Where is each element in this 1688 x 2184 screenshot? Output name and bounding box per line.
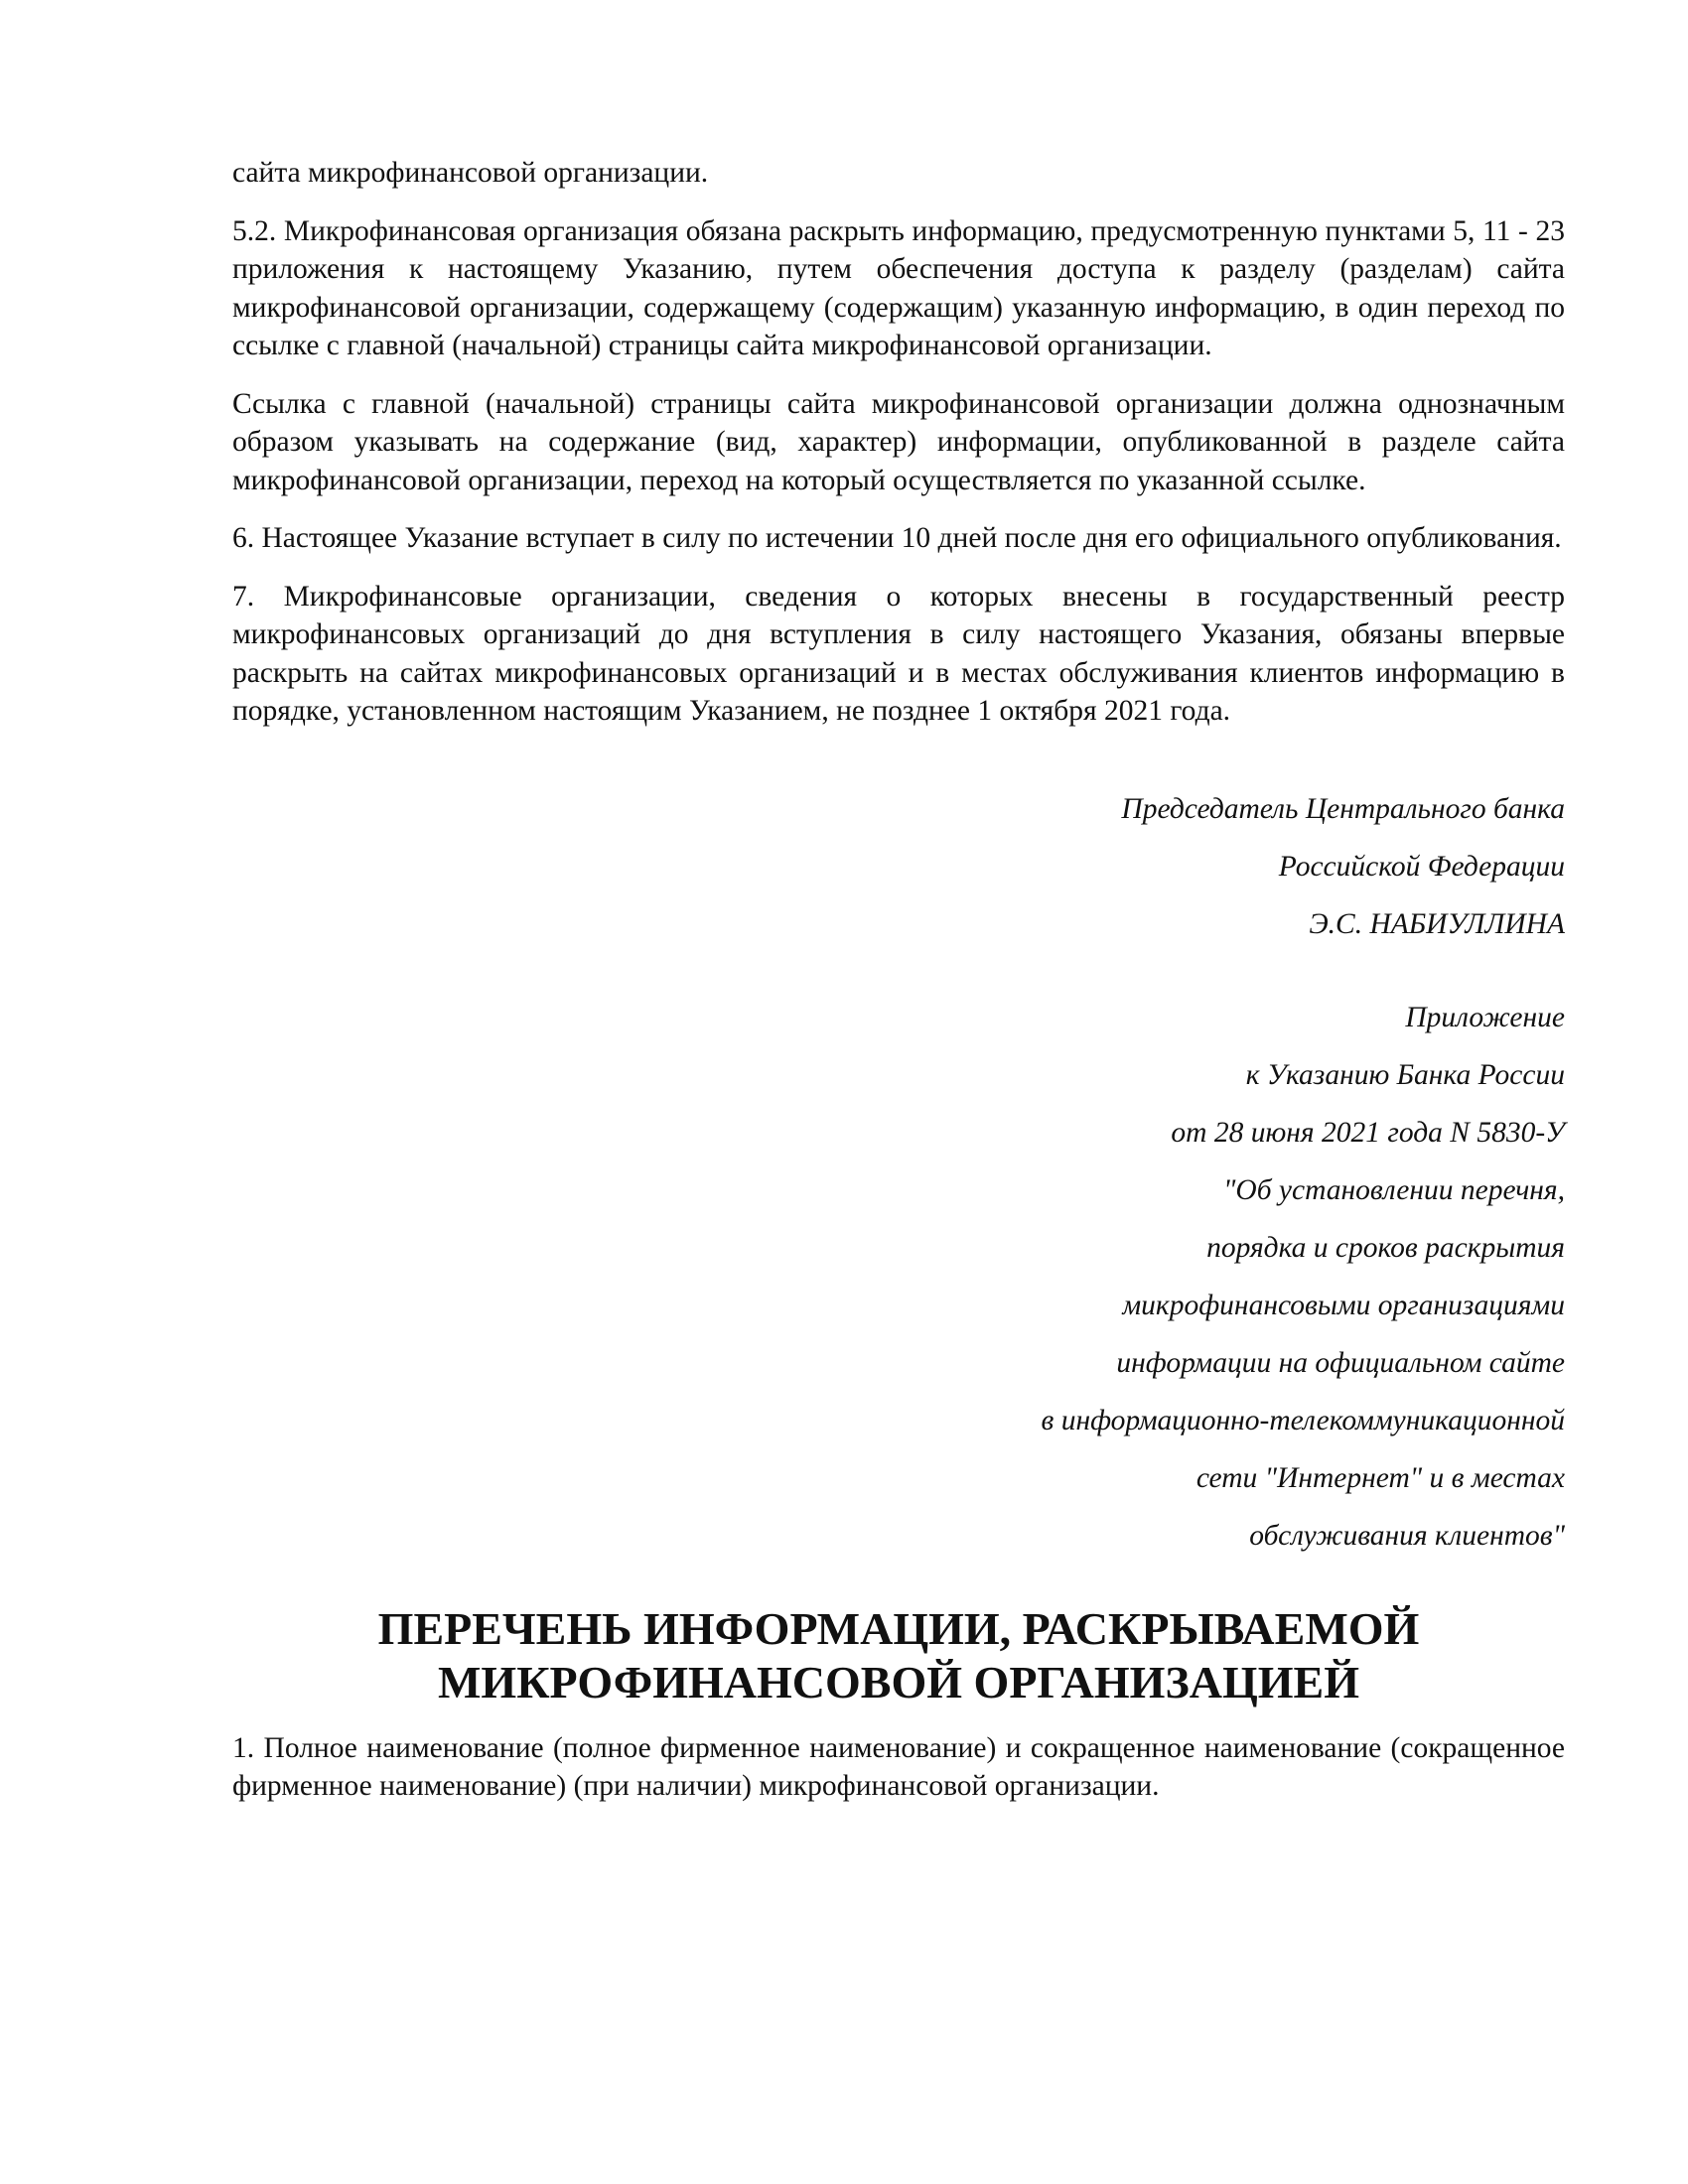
- annex-line: сети "Интернет" и в местах: [1196, 1461, 1565, 1494]
- annex-line: Приложение: [1405, 1001, 1565, 1033]
- annex-line: "Об установлении перечня,: [1223, 1173, 1565, 1206]
- signature-block: [232, 790, 1565, 943]
- document-title-line-2: МИКРОФИНАНСОВОЙ ОРГАНИЗАЦИЕЙ: [438, 1656, 1359, 1707]
- list-item-1: 1. Полное наименование (полное фирменное наименование) и сокращенное наименование (сокращенное фирменное наименование) (при наличии) микрофинансовой организации.: [232, 1731, 1565, 1802]
- annex-header: [232, 999, 1565, 1555]
- paragraph-6: 6. Настоящее Указание вступает в силу по истечении 10 дней после дня его официального опубликования.: [232, 522, 1562, 554]
- document-title-line-1: ПЕРЕЧЕНЬ ИНФОРМАЦИИ, РАСКРЫВАЕМОЙ: [377, 1602, 1420, 1654]
- annex-line: микрофинансовыми организациями: [1122, 1289, 1565, 1321]
- document-title: [232, 1602, 1565, 1709]
- paragraph-7: 7. Микрофинансовые организации, сведения о которых внесены в государственный реестр микрофинансовых организаций до дня вступления в силу настоящего Указания, обязаны впервые раскрыть на сайтах микрофинансовых организаций и в местах обслуживания клиентов информацию в порядке, установленном настоящим Указанием, не позднее 1 октября 2021 года.: [232, 580, 1565, 727]
- annex-line: в информационно-телекоммуникационной: [1041, 1404, 1565, 1436]
- signature-position: Председатель Центрального банка: [1121, 792, 1565, 825]
- annex-line: обслуживания клиентов": [1249, 1519, 1565, 1552]
- annex-line: порядка и сроков раскрытия: [1206, 1231, 1565, 1264]
- document-page: [232, 154, 1565, 1806]
- paragraph-link-requirement: Ссылка с главной (начальной) страницы сайта микрофинансовой организации должна однозначным образом указывать на содержание (вид, характер) информации, опубликованной в разделе сайта микрофинансовой организации, переход на который осуществляется по указанной ссылке.: [232, 387, 1565, 496]
- annex-line: к Указанию Банка России: [1245, 1058, 1565, 1091]
- signature-organization: Российской Федерации: [1278, 850, 1565, 883]
- paragraph-5-2: 5.2. Микрофинансовая организация обязана раскрыть информацию, предусмотренную пунктами 5, 11 - 23 приложения к настоящему Указанию, путем обеспечения доступа к разделу (разделам) сайта микрофинансовой организации, содержащему (содержащим) указанную информацию, в один переход по ссылке с главной (начальной) страницы сайта микрофинансовой организации.: [232, 214, 1565, 361]
- annex-line: информации на официальном сайте: [1116, 1346, 1565, 1379]
- paragraph-continuation: сайта микрофинансовой организации.: [232, 157, 709, 189]
- annex-line: от 28 июня 2021 года N 5830-У: [1171, 1116, 1565, 1149]
- signature-name: Э.С. НАБИУЛЛИНА: [1309, 907, 1565, 940]
